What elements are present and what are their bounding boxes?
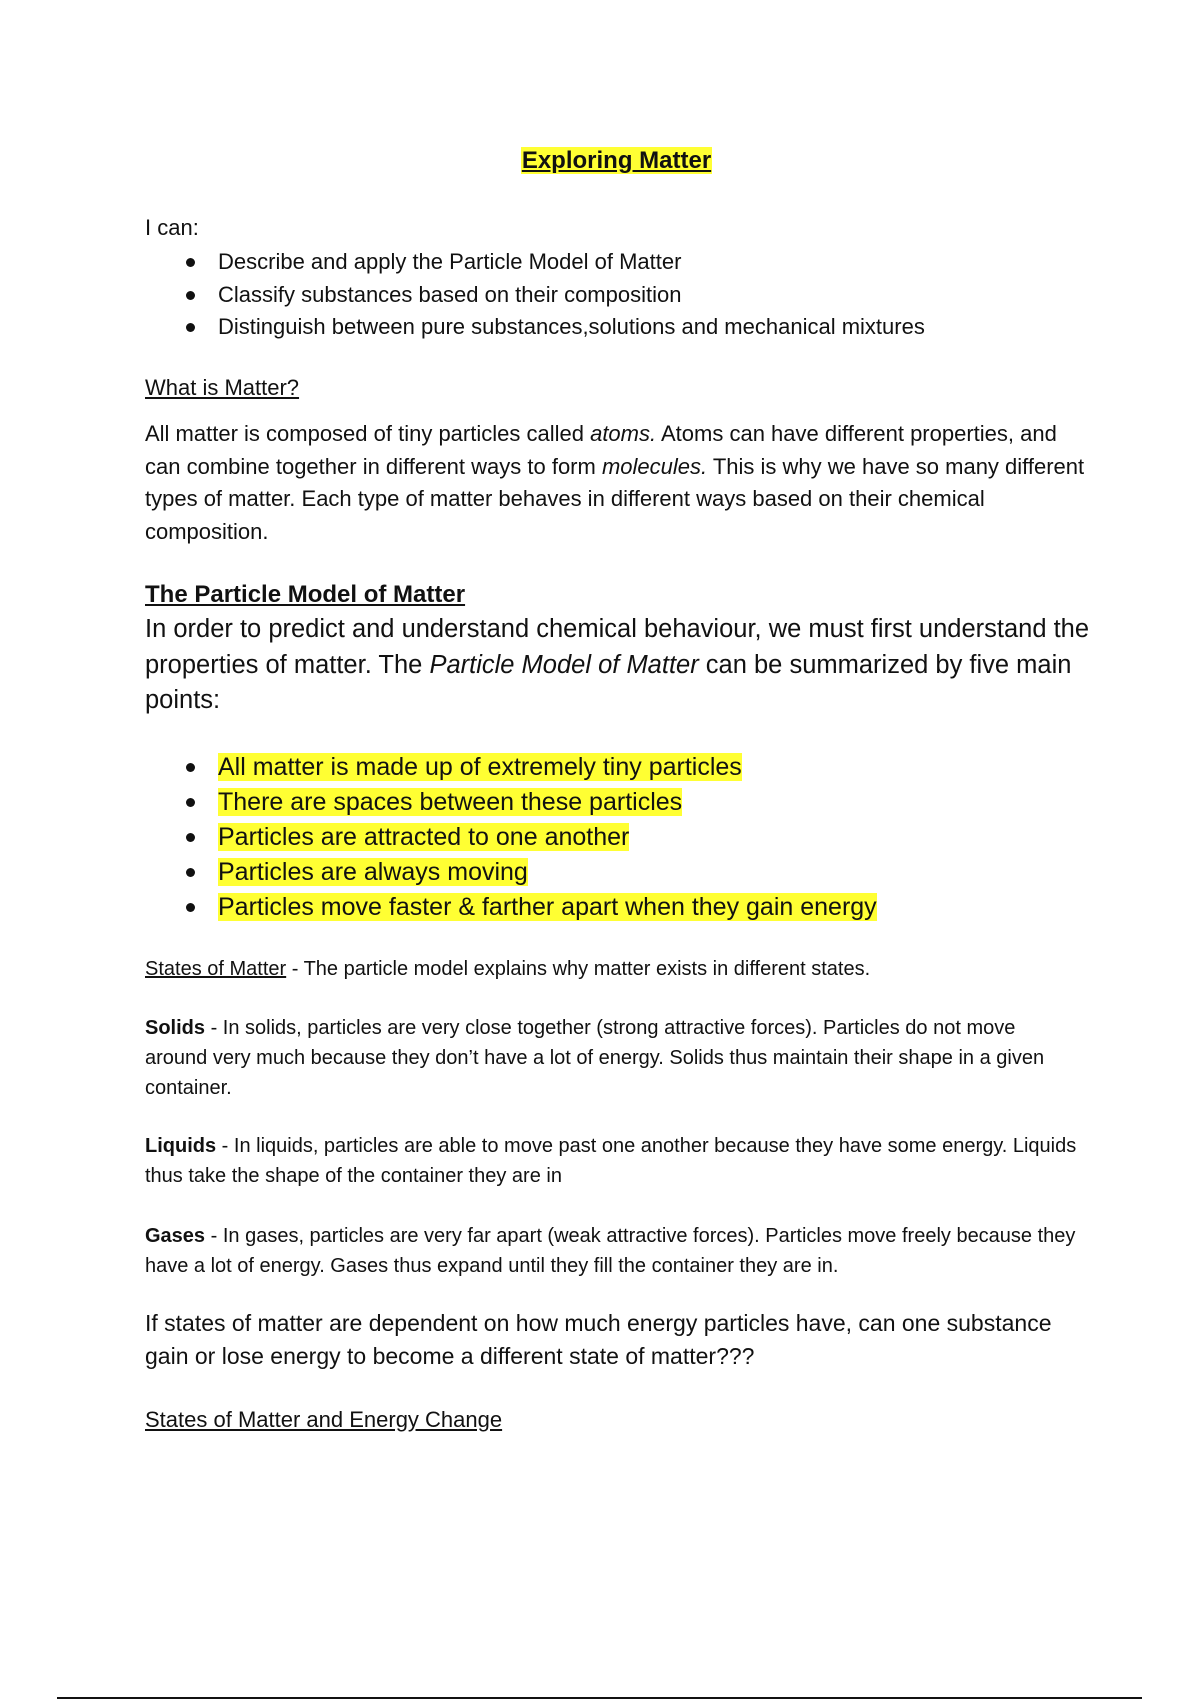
bullet-icon [186, 291, 195, 300]
paragraph-text: This is why we have so many different types of matter. Each type of matter behaves in different ways based on their chemical composition. [145, 453, 1085, 544]
term-molecules: molecules. [601, 453, 708, 479]
list-item [145, 855, 877, 890]
question-paragraph: If states of matter are dependent on how much energy particles have, can one substance gain or lose energy to become a different state of matter??? [145, 1310, 1052, 1369]
bullet-icon [186, 798, 195, 807]
list-item [145, 750, 877, 785]
bullet-icon [186, 763, 195, 772]
particle-model-paragraph [145, 612, 1095, 719]
title-text: Exploring Matter [521, 147, 712, 174]
states-of-matter-line [145, 954, 1080, 984]
bullet-icon [186, 903, 195, 912]
bullet-icon [186, 868, 195, 877]
page-bottom-rule [57, 1697, 1142, 1699]
goal-text: Classify substances based on their composition [218, 281, 682, 307]
what-is-matter-paragraph [145, 418, 1085, 548]
gases-label: Gases [145, 1225, 206, 1247]
bullet-icon [186, 258, 195, 267]
particle-model-points [145, 750, 877, 925]
paragraph-text: Atoms can have different properties, and can combine together in different ways to form [145, 421, 1057, 479]
intro-label: I can: [145, 215, 199, 240]
goal-text: Distinguish between pure substances,solutions and mechanical mixtures [218, 314, 925, 339]
page-title [0, 146, 1200, 176]
liquids-text: - In liquids, particles are able to move past one another because they have some energy. Liquids thus take the shape of the container they are in [145, 1135, 1077, 1187]
list-item [145, 311, 925, 344]
liquids-label: Liquids [145, 1135, 217, 1157]
gases-paragraph [145, 1221, 1080, 1281]
point-text: Particles move faster & farther apart when they gain energy [218, 893, 877, 921]
energy-change-heading: States of Matter and Energy Change [145, 1407, 503, 1432]
paragraph-text: All matter is composed of tiny particles called [145, 421, 591, 446]
point-text: There are spaces between these particles [218, 788, 683, 816]
solids-text: - In solids, particles are very close together (strong attractive forces). Particles do not move around very much because they don’t have a lot of energy. Solids thus maintain their shape in a given container. [145, 1017, 1045, 1099]
term-particle-model: Particle Model of Matter [429, 650, 699, 679]
gases-text: - In gases, particles are very far apart (weak attractive forces). Particles move freely because they have a lot of energy. Gases thus expand until they fill the container they are in. [145, 1225, 1076, 1277]
particle-model-heading: The Particle Model of Matter [145, 581, 466, 608]
liquids-paragraph [145, 1131, 1080, 1191]
point-text: Particles are always moving [218, 858, 528, 886]
states-heading: States of Matter [145, 958, 287, 980]
list-item [145, 785, 877, 820]
list-item [145, 820, 877, 855]
term-atoms: atoms. [590, 421, 657, 446]
solids-paragraph [145, 1013, 1080, 1103]
bullet-icon [186, 323, 195, 332]
bullet-icon [186, 833, 195, 842]
solids-label: Solids [145, 1017, 206, 1039]
paragraph-text: can be summarized by five main points: [145, 650, 1072, 714]
what-is-matter-heading: What is Matter? [145, 375, 300, 400]
paragraph-text: In order to predict and understand chemical behaviour, we must first understand the properties of matter. The [145, 615, 1090, 679]
goals-list [145, 246, 925, 344]
list-item [145, 890, 877, 925]
list-item [145, 246, 925, 279]
point-text: All matter is made up of extremely tiny particles [218, 753, 742, 781]
point-text: Particles are attracted to one another [218, 823, 630, 851]
list-item [145, 279, 925, 312]
goal-text: Describe and apply the Particle Model of Matter [218, 249, 682, 274]
states-text: - The particle model explains why matter exists in different states. [286, 958, 871, 980]
